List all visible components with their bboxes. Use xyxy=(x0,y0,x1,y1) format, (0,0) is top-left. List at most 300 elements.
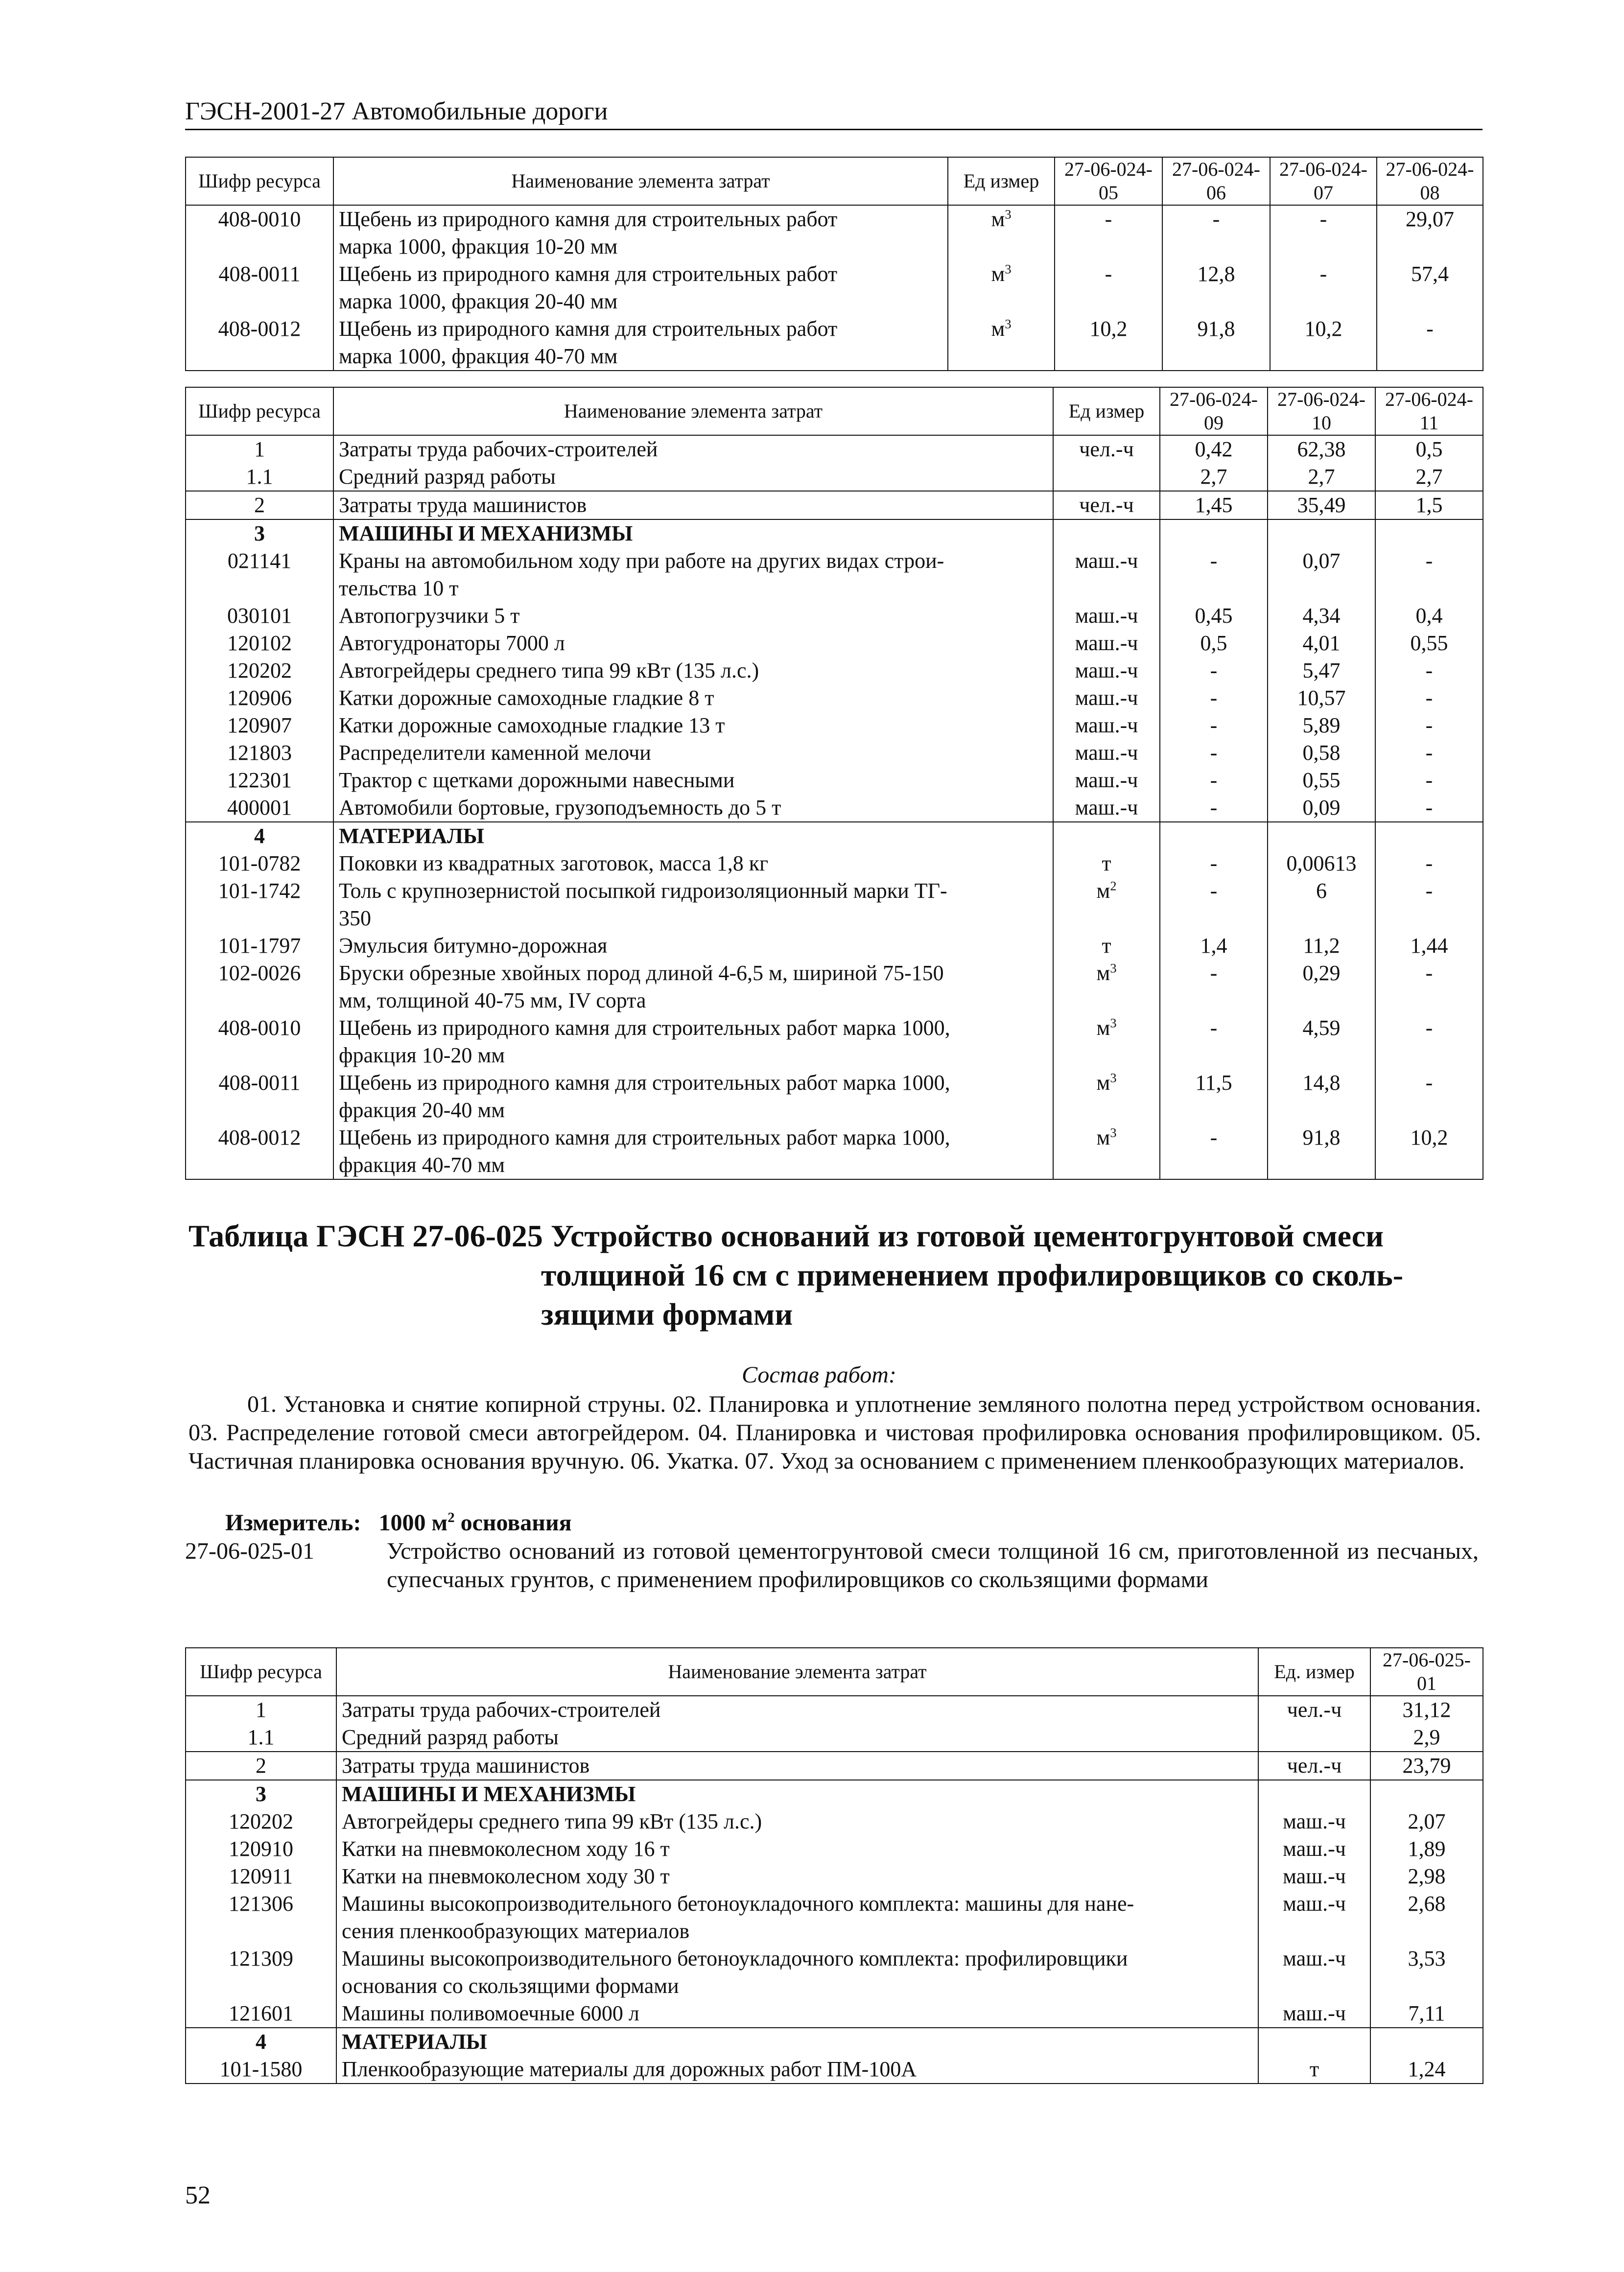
cell-name xyxy=(333,850,1053,877)
cell-unit xyxy=(1053,602,1160,630)
cell-unit xyxy=(1053,712,1160,739)
cell-unit xyxy=(1053,1069,1160,1124)
measure-label: Измеритель: xyxy=(225,1510,361,1536)
cell-unit-sup: 3 xyxy=(1005,261,1012,277)
cell-name xyxy=(333,260,948,315)
cell-name-line: основания со скользящими формами xyxy=(342,1974,679,1998)
cell-code: 408-0011 xyxy=(186,1069,333,1124)
cell-name xyxy=(336,1945,1258,2000)
cell-name xyxy=(336,2056,1258,2084)
cell-unit xyxy=(1053,739,1160,767)
cell-unit-text: чел.-ч xyxy=(1287,1698,1342,1722)
cell-unit xyxy=(1053,463,1160,491)
cell-value: - xyxy=(1375,657,1483,684)
cell-unit xyxy=(1053,960,1160,1014)
cell-value xyxy=(1375,822,1483,850)
cell-value: - xyxy=(1160,794,1268,822)
cell-name-line: марка 1000, фракция 20-40 мм xyxy=(339,289,618,313)
work-text: 01. Установка и снятие копирной струны. 02. Планировка и уплотнение земляного полотна перед устройством основания. 03. Распределение готовой смеси автогрейдером. 04. Планировка и чистовая профилировка основания профилировщиком. 05. Частичная планировка основания вручную. 06. Укатка. 07. Уход за основанием с применением пленкообразующих материалов. xyxy=(188,1391,1481,1474)
cell-unit xyxy=(1258,1724,1370,1752)
cell-unit-text: маш.-ч xyxy=(1283,1837,1346,1861)
cell-value: - xyxy=(1160,684,1268,712)
cell-name xyxy=(336,1780,1258,1808)
cell-name-line: Машины высокопроизводительного бетоноукладочного комплекта: профилировщики xyxy=(342,1946,1128,1970)
cell-unit xyxy=(1053,767,1160,794)
cell-value: - xyxy=(1160,960,1268,1014)
cell-value: - xyxy=(1162,205,1270,260)
cell-code: 1.1 xyxy=(186,463,333,491)
cell-unit-text: маш.-ч xyxy=(1283,1809,1346,1833)
table-row xyxy=(186,739,1483,767)
cell-code: 102-0026 xyxy=(186,960,333,1014)
cell-value: - xyxy=(1270,260,1377,315)
cell-name xyxy=(333,794,1053,822)
cell-unit xyxy=(1053,435,1160,463)
cell-unit-text: маш.-ч xyxy=(1075,796,1138,820)
cell-value: - xyxy=(1375,1014,1483,1069)
cell-name-line: Затраты труда рабочих-строителей xyxy=(342,1698,661,1722)
table-row xyxy=(186,1069,1483,1124)
cell-unit-text: м xyxy=(1096,1016,1110,1040)
table-row xyxy=(186,2056,1483,2084)
table-row xyxy=(186,822,1483,850)
cell-name xyxy=(333,877,1053,932)
cell-unit-sup: 3 xyxy=(1005,316,1012,331)
cell-value: 14,8 xyxy=(1268,1069,1375,1124)
cell-name xyxy=(336,1890,1258,1945)
cell-unit xyxy=(1053,547,1160,602)
table-row xyxy=(186,1014,1483,1069)
cell-value: - xyxy=(1160,657,1268,684)
cell-name xyxy=(333,739,1053,767)
cell-name-line: Трактор с щетками дорожными навесными xyxy=(339,768,735,792)
cell-unit-text: чел.-ч xyxy=(1079,493,1134,517)
cell-unit xyxy=(1053,794,1160,822)
cell-code: 121309 xyxy=(186,1945,336,2000)
header-cell: 27-06-024-11 xyxy=(1375,387,1483,435)
cell-value: 2,7 xyxy=(1160,463,1268,491)
cell-unit-text: т xyxy=(1102,934,1111,958)
cell-code: 3 xyxy=(186,519,333,547)
cell-unit-text: маш.-ч xyxy=(1075,768,1138,792)
cell-value xyxy=(1268,519,1375,547)
cell-unit-sup: 2 xyxy=(1110,878,1117,893)
cell-value: 1,89 xyxy=(1370,1835,1483,1863)
page-number: 52 xyxy=(185,2181,211,2209)
table-row xyxy=(186,712,1483,739)
cell-value: - xyxy=(1160,1124,1268,1179)
table-row xyxy=(186,519,1483,547)
cell-unit-sup: 3 xyxy=(1110,1125,1117,1140)
cell-value: 0,5 xyxy=(1160,630,1268,657)
cell-code: 3 xyxy=(186,1780,336,1808)
cell-name xyxy=(336,1724,1258,1752)
cell-code: 101-1580 xyxy=(186,2056,336,2084)
header-cell: Ед. измер xyxy=(1258,1648,1370,1696)
cell-value: - xyxy=(1375,1069,1483,1124)
cell-value: 10,2 xyxy=(1375,1124,1483,1179)
cell-name-line: Машины поливомоечные 6000 л xyxy=(342,2001,639,2025)
cell-code: 400001 xyxy=(186,794,333,822)
table-row xyxy=(186,767,1483,794)
cell-code: 101-1742 xyxy=(186,877,333,932)
cell-value: 7,11 xyxy=(1370,2000,1483,2028)
header-row xyxy=(186,157,1483,205)
cell-name xyxy=(336,2028,1258,2056)
header-cell: Шифр ресурса xyxy=(186,387,333,435)
header-cell: Наименование элемента затрат xyxy=(333,157,948,205)
item-code: 27-06-025-01 xyxy=(185,1538,314,1564)
cell-value: 57,4 xyxy=(1377,260,1483,315)
cell-value: 2,7 xyxy=(1375,463,1483,491)
header-cell: 27-06-024-08 xyxy=(1377,157,1483,205)
cell-code: 122301 xyxy=(186,767,333,794)
cell-code: 121601 xyxy=(186,2000,336,2028)
cell-value: 4,59 xyxy=(1268,1014,1375,1069)
cell-value: 35,49 xyxy=(1268,491,1375,519)
cell-name-line: Затраты труда машинистов xyxy=(339,493,587,517)
cell-name-line: Затраты труда рабочих-строителей xyxy=(339,437,658,461)
section-title xyxy=(188,1217,1486,1334)
cell-name-line: марка 1000, фракция 10-20 мм xyxy=(339,234,618,258)
cell-code: 120907 xyxy=(186,712,333,739)
cell-value: - xyxy=(1160,547,1268,602)
table-row xyxy=(186,2000,1483,2028)
cell-name-line: МАШИНЫ И МЕХАНИЗМЫ xyxy=(342,1782,636,1806)
header-cell: Наименование элемента затрат xyxy=(336,1648,1258,1696)
cell-name-line: сения пленкообразующих материалов xyxy=(342,1919,690,1943)
table-row xyxy=(186,932,1483,960)
cell-unit-text: м xyxy=(991,317,1005,341)
cell-value: 0,07 xyxy=(1268,547,1375,602)
cell-unit-text: маш.-ч xyxy=(1075,713,1138,737)
cell-unit-text: м xyxy=(1096,879,1110,903)
table-row xyxy=(186,1808,1483,1835)
cell-unit xyxy=(1258,1863,1370,1890)
measure-line xyxy=(225,1509,572,1537)
cell-name xyxy=(336,1835,1258,1863)
cell-value: - xyxy=(1160,1014,1268,1069)
header-cell: 27-06-024-07 xyxy=(1270,157,1377,205)
table-row xyxy=(186,260,1483,315)
cell-code: 408-0010 xyxy=(186,205,333,260)
cell-value: 11,2 xyxy=(1268,932,1375,960)
cell-value: 91,8 xyxy=(1162,315,1270,371)
cell-code: 120202 xyxy=(186,1808,336,1835)
cell-value: 2,68 xyxy=(1370,1890,1483,1945)
cell-unit xyxy=(1053,491,1160,519)
cell-code: 2 xyxy=(186,1752,336,1780)
cell-unit xyxy=(1258,1835,1370,1863)
cell-code: 120910 xyxy=(186,1835,336,1863)
cell-value: - xyxy=(1375,877,1483,932)
cell-value xyxy=(1268,822,1375,850)
cell-name xyxy=(333,1124,1053,1179)
cell-value: 2,9 xyxy=(1370,1724,1483,1752)
cell-value: 1,5 xyxy=(1375,491,1483,519)
cell-value: 0,4 xyxy=(1375,602,1483,630)
cell-value: 5,89 xyxy=(1268,712,1375,739)
table-row xyxy=(186,1124,1483,1179)
cell-value xyxy=(1375,519,1483,547)
cell-value: - xyxy=(1375,794,1483,822)
cell-unit-text: м xyxy=(1096,1071,1110,1095)
cell-value xyxy=(1160,822,1268,850)
table-row xyxy=(186,850,1483,877)
cell-name-line: Автомобили бортовые, грузоподъемность до 5 т xyxy=(339,796,781,820)
cell-unit-sup: 3 xyxy=(1110,1070,1117,1085)
cell-unit xyxy=(1053,657,1160,684)
cell-name xyxy=(333,547,1053,602)
header-cell: Шифр ресурса xyxy=(186,1648,336,1696)
cell-unit xyxy=(1258,1780,1370,1808)
cell-value: - xyxy=(1375,960,1483,1014)
cell-unit xyxy=(1258,1945,1370,2000)
cell-name-line: Автогрейдеры среднего типа 99 кВт (135 л.с.) xyxy=(339,658,759,682)
cell-unit-text: т xyxy=(1102,851,1111,875)
cell-code: 408-0011 xyxy=(186,260,333,315)
cell-name xyxy=(333,657,1053,684)
header-cell: Ед измер xyxy=(1053,387,1160,435)
cell-value: 0,55 xyxy=(1268,767,1375,794)
cell-value: 5,47 xyxy=(1268,657,1375,684)
cell-value: 10,2 xyxy=(1270,315,1377,371)
cell-unit xyxy=(1258,1696,1370,1724)
cell-name-line: Эмульсия битумно-дорожная xyxy=(339,934,608,958)
table-row xyxy=(186,491,1483,519)
cell-unit xyxy=(948,315,1055,371)
cell-name-line: Машины высокопроизводительного бетоноукладочного комплекта: машины для нане- xyxy=(342,1892,1134,1916)
cell-unit-text: маш.-ч xyxy=(1075,631,1138,655)
cell-name xyxy=(333,519,1053,547)
cell-value: 0,58 xyxy=(1268,739,1375,767)
header-row xyxy=(186,387,1483,435)
cell-unit xyxy=(1258,2000,1370,2028)
cell-value: 0,5 xyxy=(1375,435,1483,463)
cell-name-line: тельства 10 т xyxy=(339,576,459,600)
cell-name xyxy=(333,684,1053,712)
cell-name-line: Толь с крупнозернистой посыпкой гидроизоляционный марки ТГ- xyxy=(339,879,947,903)
cell-code: 021141 xyxy=(186,547,333,602)
table-row xyxy=(186,1863,1483,1890)
cell-code: 408-0010 xyxy=(186,1014,333,1069)
cell-unit-sup: 3 xyxy=(1005,207,1012,222)
cell-unit-text: м xyxy=(991,262,1005,286)
cell-value: 4,01 xyxy=(1268,630,1375,657)
cell-name xyxy=(333,712,1053,739)
cell-name-line: Катки дорожные самоходные гладкие 13 т xyxy=(339,713,725,737)
cell-unit-sup: 3 xyxy=(1110,1015,1117,1031)
cell-name-line: марка 1000, фракция 40-70 мм xyxy=(339,344,618,368)
cell-value: 31,12 xyxy=(1370,1696,1483,1724)
cell-value: - xyxy=(1160,712,1268,739)
cell-name-line: Катки на пневмоколесном ходу 16 т xyxy=(342,1837,670,1861)
cell-name xyxy=(336,2000,1258,2028)
cell-name xyxy=(336,1808,1258,1835)
cell-value: - xyxy=(1160,850,1268,877)
header-cell: 27-06-024-05 xyxy=(1055,157,1162,205)
cell-value: - xyxy=(1375,684,1483,712)
measure-value: 1000 м xyxy=(378,1510,448,1536)
work-heading: Состав работ: xyxy=(742,1362,896,1388)
header-cell: 27-06-024-09 xyxy=(1160,387,1268,435)
header-cell: Шифр ресурса xyxy=(186,157,333,205)
cell-name xyxy=(336,1752,1258,1780)
table-row xyxy=(186,1890,1483,1945)
cell-code: 120906 xyxy=(186,684,333,712)
table-row xyxy=(186,1780,1483,1808)
cell-name-line: Бруски обрезные хвойных пород длиной 4-6,5 м, шириной 75-150 xyxy=(339,961,944,985)
cell-unit-text: чел.-ч xyxy=(1079,437,1134,461)
cell-code: 408-0012 xyxy=(186,1124,333,1179)
cell-code: 120202 xyxy=(186,657,333,684)
title-line-2: толщиной 16 см с применением профилировщиков со сколь- xyxy=(541,1258,1404,1292)
cell-unit xyxy=(1053,877,1160,932)
cell-unit xyxy=(1258,1808,1370,1835)
cell-value: 2,07 xyxy=(1370,1808,1483,1835)
cell-code: 1 xyxy=(186,1696,336,1724)
cell-value: - xyxy=(1377,315,1483,371)
cell-name-line: Средний разряд работы xyxy=(339,465,556,489)
cell-name xyxy=(333,822,1053,850)
cell-name-line: Щебень из природного камня для строительных работ xyxy=(339,317,838,341)
measure-tail: основания xyxy=(454,1510,572,1536)
cell-name-line: Средний разряд работы xyxy=(342,1725,559,1749)
cell-value: 0,55 xyxy=(1375,630,1483,657)
cell-name-line: МАТЕРИАЛЫ xyxy=(339,824,484,848)
header-cell: Ед измер xyxy=(948,157,1055,205)
item-text: Устройство оснований из готовой цементогрунтовой смеси толщиной 16 см, приготовленной из песчаных, супесчаных грунтов, с применением профилировщиков со скользящими формами xyxy=(387,1538,1479,1593)
cell-name-line: Краны на автомобильном ходу при работе на других видах строи- xyxy=(339,549,944,573)
cell-unit xyxy=(1258,1752,1370,1780)
cell-value xyxy=(1370,2028,1483,2056)
table-row xyxy=(186,794,1483,822)
title-line-3: зящими формами xyxy=(541,1297,793,1332)
cell-value: 4,34 xyxy=(1268,602,1375,630)
cell-unit xyxy=(1053,932,1160,960)
cell-value: - xyxy=(1375,850,1483,877)
cell-value: 12,8 xyxy=(1162,260,1270,315)
table-row xyxy=(186,877,1483,932)
cell-name-line: МАТЕРИАЛЫ xyxy=(342,2030,487,2054)
page-header: ГЭСН-2001-27 Автомобильные дороги xyxy=(185,97,1483,130)
cell-name-line: Распределители каменной мелочи xyxy=(339,741,651,765)
cell-name-line: Щебень из природного камня для строительных работ марка 1000, xyxy=(339,1125,950,1149)
table-row xyxy=(186,435,1483,463)
table-row xyxy=(186,1752,1483,1780)
cell-name-line: Автогудронаторы 7000 л xyxy=(339,631,565,655)
table-row xyxy=(186,463,1483,491)
table-2 xyxy=(185,387,1483,1180)
cell-unit xyxy=(948,260,1055,315)
cell-value: 10,2 xyxy=(1055,315,1162,371)
cell-value: 91,8 xyxy=(1268,1124,1375,1179)
cell-name-line: 350 xyxy=(339,906,371,930)
cell-name-line: фракция 40-70 мм xyxy=(339,1153,505,1177)
cell-code: 4 xyxy=(186,822,333,850)
cell-code: 4 xyxy=(186,2028,336,2056)
measure-sup: 2 xyxy=(447,1510,455,1525)
cell-value: - xyxy=(1055,205,1162,260)
cell-unit-text: м xyxy=(991,207,1005,231)
cell-unit-text: маш.-ч xyxy=(1075,549,1138,573)
cell-name-line: Щебень из природного камня для строительных работ марка 1000, xyxy=(339,1016,950,1040)
cell-name-line: МАШИНЫ И МЕХАНИЗМЫ xyxy=(339,521,633,545)
cell-code: 121803 xyxy=(186,739,333,767)
cell-value: - xyxy=(1375,767,1483,794)
cell-value: 1,4 xyxy=(1160,932,1268,960)
cell-name-line: Автогрейдеры среднего типа 99 кВт (135 л.с.) xyxy=(342,1809,762,1833)
cell-value: 2,7 xyxy=(1268,463,1375,491)
header-row xyxy=(186,1648,1483,1696)
cell-value: 23,79 xyxy=(1370,1752,1483,1780)
cell-code: 408-0012 xyxy=(186,315,333,371)
cell-unit xyxy=(1053,519,1160,547)
table-row xyxy=(186,1945,1483,2000)
table-row xyxy=(186,205,1483,260)
cell-name-line: фракция 20-40 мм xyxy=(339,1098,505,1122)
cell-name-line: Пленкообразующие материалы для дорожных работ ПМ-100А xyxy=(342,2057,917,2081)
cell-unit-text: т xyxy=(1309,2057,1319,2081)
cell-value: 0,00613 xyxy=(1268,850,1375,877)
cell-value xyxy=(1370,1780,1483,1808)
cell-value: 1,44 xyxy=(1375,932,1483,960)
cell-value: 1,24 xyxy=(1370,2056,1483,2084)
cell-name xyxy=(333,767,1053,794)
cell-name xyxy=(333,1069,1053,1124)
cell-name xyxy=(333,630,1053,657)
cell-unit-text: маш.-ч xyxy=(1283,2001,1346,2025)
header-cell: 27-06-024-10 xyxy=(1268,387,1375,435)
cell-code: 1.1 xyxy=(186,1724,336,1752)
cell-value: 0,09 xyxy=(1268,794,1375,822)
cell-unit-text: маш.-ч xyxy=(1075,604,1138,628)
table-row xyxy=(186,657,1483,684)
cell-value: 3,53 xyxy=(1370,1945,1483,2000)
cell-unit-text: маш.-ч xyxy=(1283,1864,1346,1888)
table-row xyxy=(186,684,1483,712)
cell-name xyxy=(333,435,1053,463)
table-row xyxy=(186,602,1483,630)
cell-code: 120102 xyxy=(186,630,333,657)
cell-name xyxy=(333,960,1053,1014)
cell-name xyxy=(333,602,1053,630)
cell-name-line: Автопогрузчики 5 т xyxy=(339,604,520,628)
cell-value: 0,42 xyxy=(1160,435,1268,463)
cell-value: 6 xyxy=(1268,877,1375,932)
table-row xyxy=(186,1696,1483,1724)
cell-name-line: Катки дорожные самоходные гладкие 8 т xyxy=(339,686,714,710)
cell-value: 2,98 xyxy=(1370,1863,1483,1890)
title-line-1: Таблица ГЭСН 27-06-025 Устройство оснований из готовой цементогрунтовой смеси xyxy=(188,1218,1384,1253)
cell-unit xyxy=(1053,850,1160,877)
cell-value: - xyxy=(1375,712,1483,739)
cell-unit-text: маш.-ч xyxy=(1075,658,1138,682)
table-3 xyxy=(185,1647,1483,2084)
cell-name xyxy=(336,1696,1258,1724)
table-1 xyxy=(185,157,1483,371)
cell-unit xyxy=(1258,2028,1370,2056)
cell-name xyxy=(336,1863,1258,1890)
cell-unit-text: маш.-ч xyxy=(1283,1892,1346,1916)
table-row xyxy=(186,2028,1483,2056)
cell-value: - xyxy=(1270,205,1377,260)
header-cell: 27-06-025-01 xyxy=(1370,1648,1483,1696)
table-row xyxy=(186,547,1483,602)
cell-value: 62,38 xyxy=(1268,435,1375,463)
cell-unit xyxy=(1053,822,1160,850)
cell-name xyxy=(333,1014,1053,1069)
